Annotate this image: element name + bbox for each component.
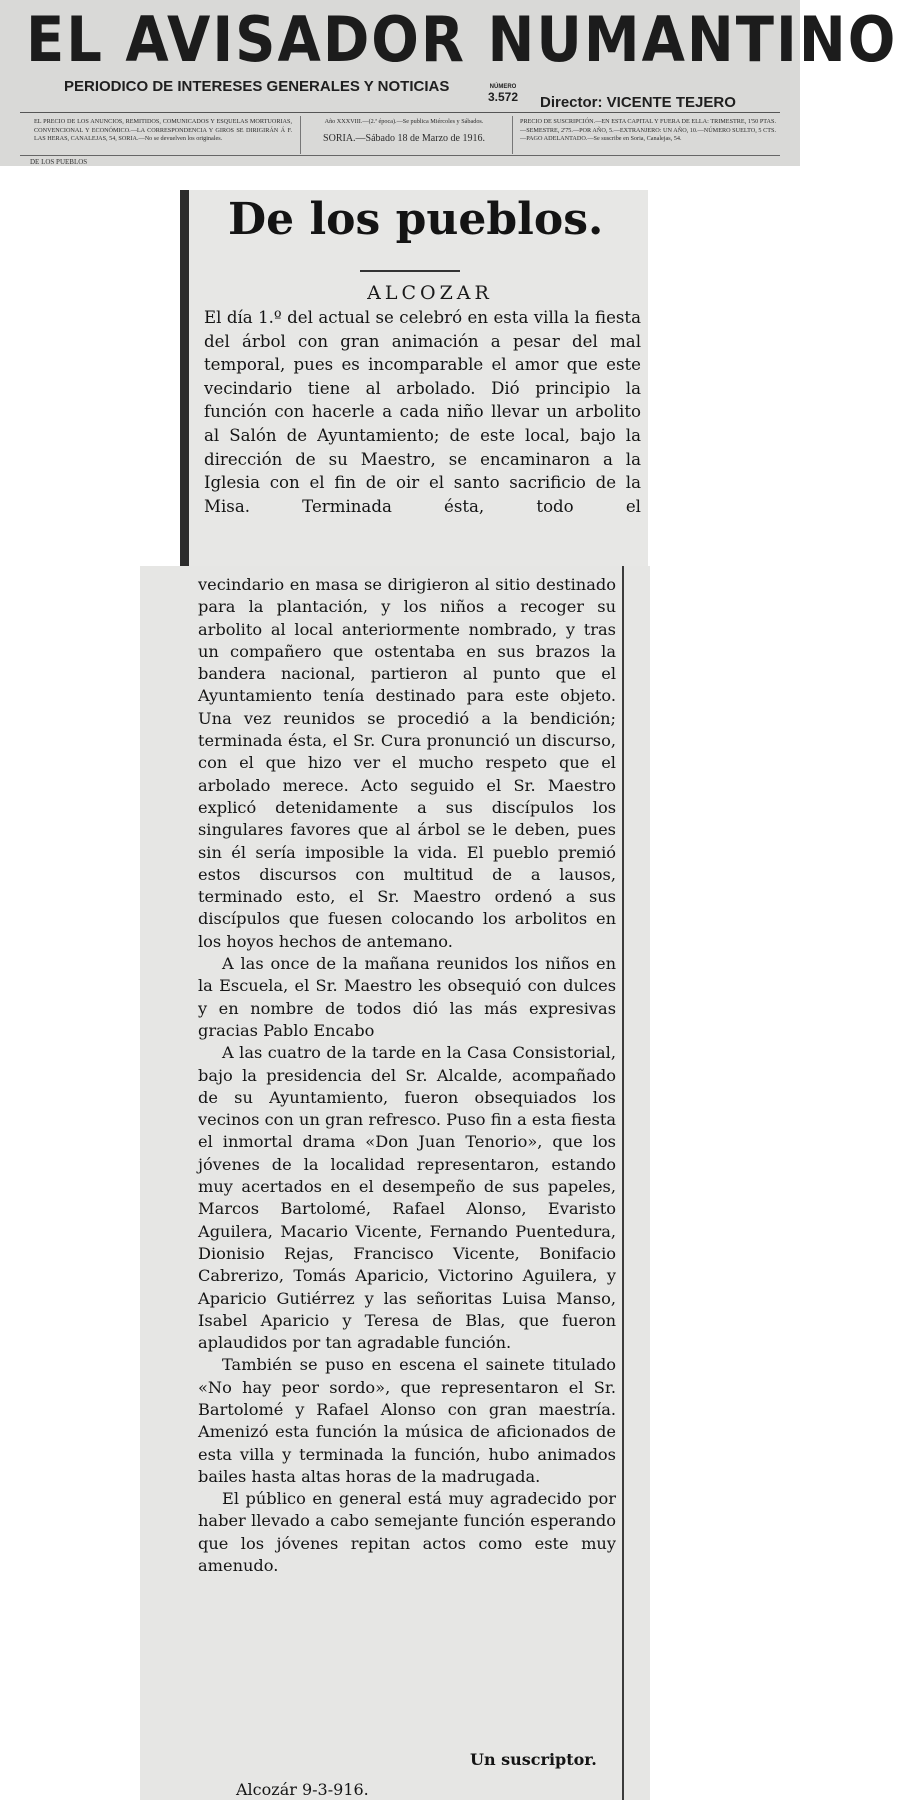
article-subheadline: ALCOZAR — [367, 282, 493, 304]
edition-info — [304, 118, 504, 144]
subscription-note: PRECIO DE SUSCRIPCIÓN.—EN ESTA CAPITAL Y FUERA DE ELLA: TRIMESTRE, 1'50 PTAS.—SEMESTRE, 2'75.—POR AÑO, 5.—EXTRANJERO: UN AÑO, 10.—NÚMERO SUELTO, 5 CTS.—PAGO ADELANTADO.—Se suscribe en Soria, Canalejas, 54. — [520, 118, 776, 142]
article-paragraph: El público en general está muy agradecido por haber llevado a cabo semejante función esperando que los jóvenes repitan actos como este muy amenudo. — [198, 1489, 616, 1576]
masthead-divider-right — [512, 116, 513, 154]
issue-number-value: 3.572 — [488, 90, 519, 104]
advertising-note: EL PRECIO DE LOS ANUNCIOS, REMITIDOS, COMUNICADOS Y ESQUELAS MORTUORIAS, CONVENCIONAL Y ECONÓMICO.—LA CORRESPONDENCIA Y GIROS SE DIRIGIRÁN Á F. LAS HERAS, CANALEJAS, 54, SORIA.—No se devuelven los originales. — [34, 118, 292, 142]
clipping-edge-bar — [180, 190, 189, 568]
article-signature: Un suscriptor. — [470, 1750, 597, 1769]
headline-rule — [360, 270, 460, 272]
article-paragraph: vecindario en masa se dirigieron al sitio destinado para la plantación, y los niños a recoger su arbolito al local anteriormente nombrado, y tras un compañero que ostentaba en sus brazos la bandera nacional, partieron al punto que el Ayuntamiento tenía destinado para este objeto. Una vez reunidos se procedió a la bendición; terminada ésta, el Sr. Cura pronunció un discurso, con el que hizo ver el mucho respeto que el arbolado merece. Acto seguido el Sr. Maestro explicó detenidamente a sus discípulos los singulares favores que al árbol se le deben, pues sin él sería imposible la vida. El pueblo premió estos discursos con multitud de a lausos, terminado esto, el Sr. Maestro ordenó a sus discípulos que fuesen colocando los arbolitos en los hoyos hechos de antemano. — [198, 575, 616, 951]
masthead-bottom-fragment: DE LOS PUEBLOS — [30, 158, 88, 166]
edition-year: Año XXXVIII.—(2.ª época).—Se publica Miércoles y Sábados. — [324, 118, 484, 125]
article-paragraph: También se puso en escena el sainete titulado «No hay peor sordo», que representaron el Sr. Bartolomé y Rafael Alonso con gran maestría. Amenizó esta función la música de aficionados de esta villa y terminada la función, hubo animados bailes hasta altas horas de la madrugada. — [198, 1355, 616, 1486]
article-body — [198, 574, 616, 1577]
article-dateline: Alcozár 9-3-916. — [236, 1780, 369, 1799]
issue-number — [488, 84, 518, 104]
masthead-rule — [20, 112, 780, 113]
masthead-divider-left — [300, 116, 301, 154]
article-clipping-top — [180, 190, 648, 568]
edition-date: SORIA.—Sábado 18 de Marzo de 1916. — [323, 133, 485, 144]
column-rule — [622, 566, 624, 1800]
newspaper-title: EL AVISADOR NUMANTINO — [26, 4, 897, 77]
masthead-bottom-rule — [20, 155, 780, 156]
director-line: Director: VICENTE TEJERO — [540, 94, 736, 111]
newspaper-subtitle: PERIODICO DE INTERESES GENERALES Y NOTICIAS — [64, 78, 450, 95]
issue-number-label: NÚMERO — [489, 84, 517, 90]
article-paragraph-1: El día 1.º del actual se celebró en esta villa la fiesta del árbol con gran animación a pesar del mal temporal, pues es incomparable el amor que este vecindario tiene al arbolado. Dió principio la función con hacerle a cada niño llevar un arbolito al Salón de Ayuntamiento; de este local, bajo la dirección de su Maestro, se encaminaron a la Iglesia con el fin de oir el santo sacrificio de la Misa. Terminada ésta, todo el — [204, 308, 641, 516]
article-paragraph: A las cuatro de la tarde en la Casa Consistorial, bajo la presidencia del Sr. Alcalde, acompañado de su Ayuntamiento, fueron obsequiados los vecinos con un gran refresco. Puso fin a esta fiesta el inmortal drama «Don Juan Tenorio», que los jóvenes de la localidad representaron, estando muy acertados en el desempeño de sus papeles, Marcos Bartolomé, Rafael Alonso, Evaristo Aguilera, Macario Vicente, Fernando Puentedura, Dionisio Rejas, Francisco Vicente, Bonifacio Cabrerizo, Tomás Aparicio, Victorino Aguilera, y Aparicio Gutiérrez y las señoritas Luisa Manso, Isabel Aparicio y Teresa de Blas, que fueron aplaudidos por tan agradable función. — [198, 1043, 616, 1353]
article-clipping-bottom — [140, 566, 650, 1800]
article-paragraph: A las once de la mañana reunidos los niños en la Escuela, el Sr. Maestro les obsequió con dulces y en nombre de todos dió las más expresivas gracias Pablo Encabo — [198, 954, 616, 1040]
newspaper-masthead — [0, 0, 897, 166]
article-headline: De los pueblos. — [228, 194, 604, 245]
